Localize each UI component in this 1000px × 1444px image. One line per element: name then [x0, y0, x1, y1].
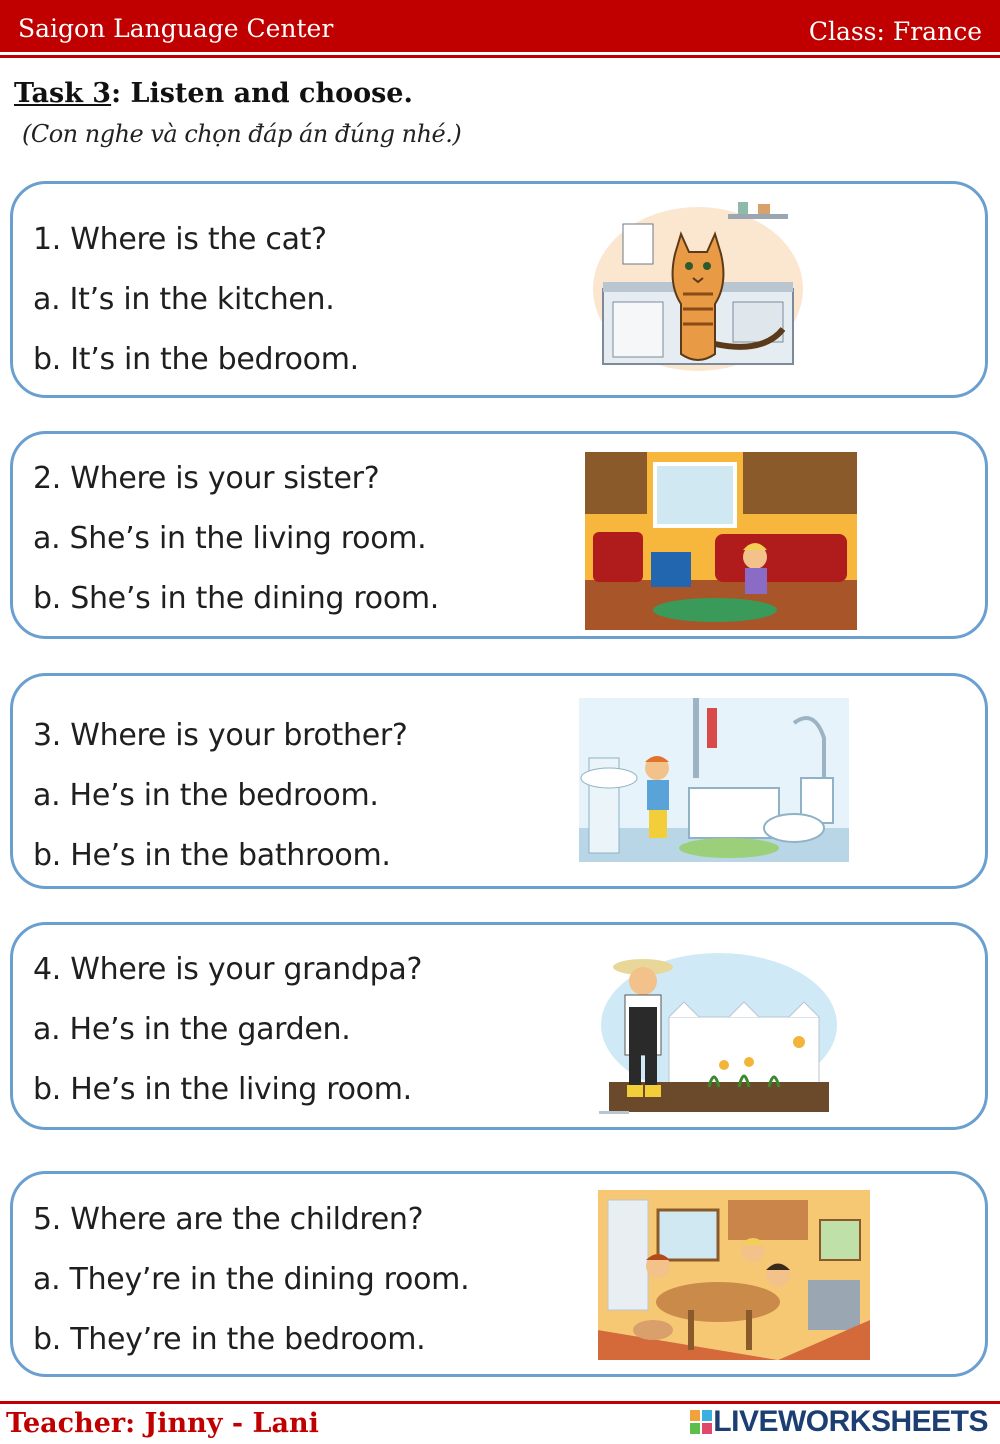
grandpa-in-garden-picture: [589, 947, 849, 1117]
boy-in-bathroom-picture: [579, 698, 849, 862]
cat-in-kitchen-picture: [583, 194, 813, 374]
question-text: 4. Where is your grandpa?: [33, 952, 423, 987]
liveworksheets-logo-icon: [690, 1410, 712, 1434]
question-card: [10, 431, 988, 639]
question-card: [10, 922, 988, 1130]
question-text: 2. Where is your sister?: [33, 461, 380, 496]
teacher-credit: Teacher: Jinny - Lani: [6, 1408, 319, 1439]
question-card: [10, 181, 988, 398]
center-name: Saigon Language Center: [18, 14, 334, 43]
option-b[interactable]: b. It’s in the bedroom.: [33, 342, 359, 377]
option-b[interactable]: b. He’s in the living room.: [33, 1072, 412, 1107]
children-in-dining-room-picture: [598, 1190, 870, 1360]
option-a[interactable]: a. He’s in the garden.: [33, 1012, 351, 1047]
task-title: [14, 78, 413, 109]
question-text: 5. Where are the children?: [33, 1202, 424, 1237]
header-bar: [0, 0, 1000, 52]
task-instruction: : Listen and choose.: [111, 78, 413, 109]
option-a[interactable]: a. She’s in the living room.: [33, 521, 427, 556]
task-number: Task 3: [14, 78, 112, 109]
option-b[interactable]: b. He’s in the bathroom.: [33, 838, 391, 873]
option-a[interactable]: a. They’re in the dining room.: [33, 1262, 470, 1297]
class-label: Class: France: [808, 17, 982, 46]
option-b[interactable]: b. They’re in the bedroom.: [33, 1322, 426, 1357]
footer-divider: [0, 1401, 1000, 1404]
option-b[interactable]: b. She’s in the dining room.: [33, 581, 440, 616]
girl-in-living-room-picture: [585, 452, 857, 630]
brand-name[interactable]: LIVEWORKSHEETS: [713, 1405, 988, 1438]
question-text: 3. Where is your brother?: [33, 718, 408, 753]
question-card: [10, 1171, 988, 1377]
task-subtitle: (Con nghe và chọn đáp án đúng nhé.): [22, 120, 462, 148]
header-divider: [0, 55, 1000, 58]
question-text: 1. Where is the cat?: [33, 222, 327, 257]
question-card: [10, 673, 988, 889]
option-a[interactable]: a. He’s in the bedroom.: [33, 778, 379, 813]
option-a[interactable]: a. It’s in the kitchen.: [33, 282, 335, 317]
